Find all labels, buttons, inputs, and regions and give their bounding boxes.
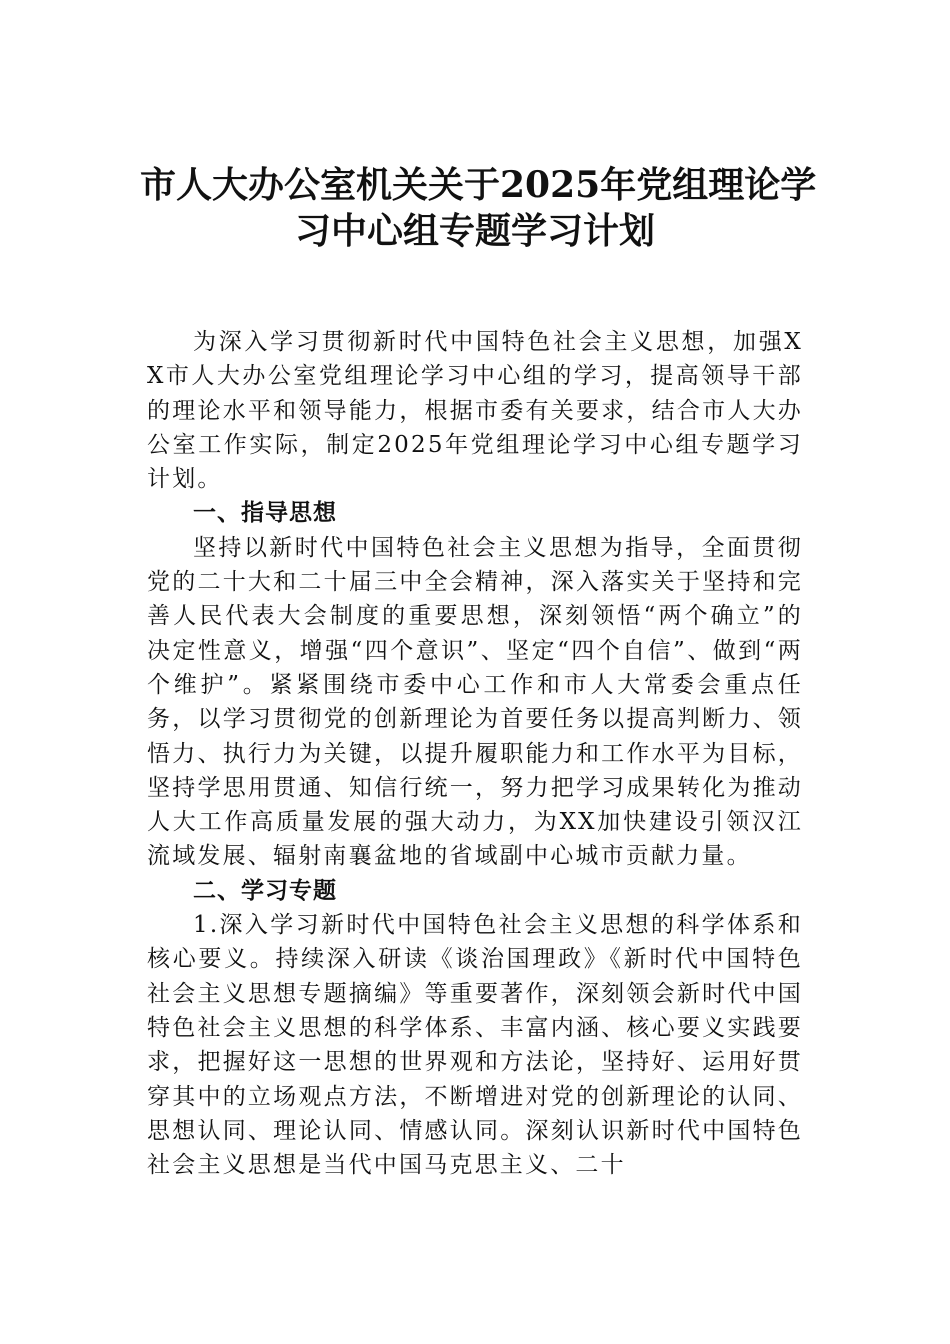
document-title-line-1: 市人大办公室机关关于2025年党组理论学: [140, 164, 817, 206]
section-heading-guiding-ideology: 一、指导思想: [193, 500, 337, 527]
section-guiding-ideology-paragraph: 坚持以新时代中国特色社会主义思想为指导，全面贯彻党的二十大和二十届三中全会精神，深入落实关于坚持和完善人民代表大会制度的重要思想，深刻领悟“两个确立”的决定性意义，增强“四个意识”、坚定“四个自信”、做到“两个维护”。紧紧围绕市委中心工作和市人大常委会重点任务，以学习贯彻党的创新理论为首要任务以提高判断力、领悟力、执行力为关键，以提升履职能力和工作水平为目标，坚持学思用贯通、知信行统一，努力把学习成果转化为推动人大工作高质量发展的强大动力，为XX加快建设引领汉江流域发展、辐射南襄盆地的省域副中心城市贡献力量。: [147, 534, 803, 870]
section-heading-study-topics: 二、学习专题: [193, 877, 337, 904]
study-topic-item-1-paragraph: 1.深入学习新时代中国特色社会主义思想的科学体系和核心要义。持续深入研读《谈治国理政》《新时代中国特色社会主义思想专题摘编》等重要著作，深刻领会新时代中国特色社会主义思想的科学体系、丰富内涵、核心要义实践要求，把握好这一思想的世界观和方法论，坚持好、运用好贯穿其中的立场观点方法，不断增进对党的创新理论的认同、思想认同、理论认同、情感认同。深刻认识新时代中国特色社会主义思想是当代中国马克思主义、二十: [147, 912, 803, 1179]
document-title-line-2: 习中心组专题学习计划: [294, 210, 655, 252]
document-body: [147, 325, 803, 1182]
intro-paragraph: 为深入学习贯彻新时代中国特色社会主义思想，加强XX市人大办公室党组理论学习中心组的学习，提高领导干部的理论水平和领导能力，根据市委有关要求，结合市人大办公室工作实际，制定2025年党组理论学习中心组专题学习计划。: [147, 329, 803, 493]
